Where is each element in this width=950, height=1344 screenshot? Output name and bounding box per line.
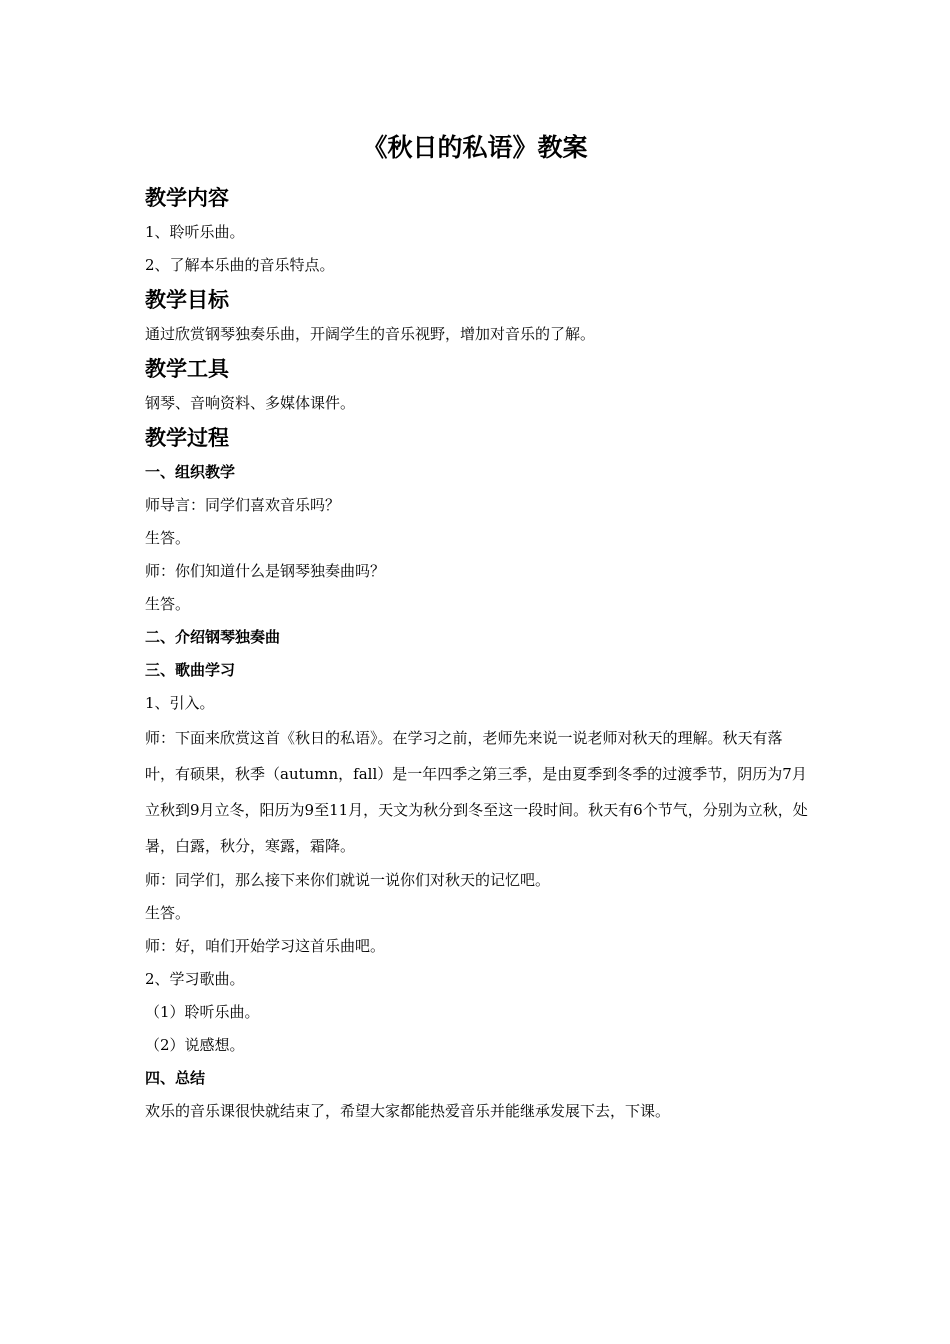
part3-line-1: 师：同学们，那么接下来你们就说一说你们对秋天的记忆吧。 xyxy=(145,871,551,889)
tools-line-1: 钢琴、音响资料、多媒体课件。 xyxy=(145,394,356,412)
part4-line-1: 欢乐的音乐课很快就结束了，希望大家都能热爱音乐并能继承发展下去，下课。 xyxy=(145,1102,671,1120)
part3-line-5: （1）聆听乐曲。 xyxy=(145,1003,260,1021)
part3-heading: 三、歌曲学习 xyxy=(145,661,236,679)
content-line-1: 1、聆听乐曲。 xyxy=(145,223,245,241)
part3-line-3: 师：好，咱们开始学习这首乐曲吧。 xyxy=(145,937,386,955)
part3-intro: 1、引入。 xyxy=(145,694,215,712)
part1-line-4: 生答。 xyxy=(145,595,191,613)
document-body xyxy=(145,180,810,1128)
goal-line-1: 通过欣赏钢琴独奏乐曲，开阔学生的音乐视野，增加对音乐的了解。 xyxy=(145,325,596,343)
part2-heading: 二、介绍钢琴独奏曲 xyxy=(145,628,281,646)
section-heading-content: 教学内容 xyxy=(145,186,229,210)
part3-line-6: （2）说感想。 xyxy=(145,1036,245,1054)
part1-heading: 一、组织教学 xyxy=(145,463,236,481)
content-line-2: 2、了解本乐曲的音乐特点。 xyxy=(145,256,335,274)
page-title: 《秋日的私语》教案 xyxy=(362,133,588,162)
section-heading-process: 教学过程 xyxy=(145,426,229,450)
part3-line-2: 生答。 xyxy=(145,904,191,922)
part3-paragraph: 师：下面来欣赏这首《秋日的私语》。在学习之前，老师先来说一说老师对秋天的理解。秋天有落叶，有硕果，秋季（autumn，fall）是一年四季之第三季，是由夏季到冬季的过渡季节，阴历为7月立秋到9月立冬，阳历为9至11月，天文为秋分到冬至这一段时间。秋天有6个节气，分别为立秋，处暑，白露，秋分，寒露，霜降。 xyxy=(145,729,808,855)
part1-line-2: 生答。 xyxy=(145,529,191,547)
part3-line-4: 2、学习歌曲。 xyxy=(145,970,245,988)
section-heading-goal: 教学目标 xyxy=(145,288,229,312)
part4-heading: 四、总结 xyxy=(145,1069,206,1087)
part1-line-3: 师：你们知道什么是钢琴独奏曲吗？ xyxy=(145,562,386,580)
part1-line-1: 师导言：同学们喜欢音乐吗？ xyxy=(145,496,341,514)
section-heading-tools: 教学工具 xyxy=(145,357,229,381)
